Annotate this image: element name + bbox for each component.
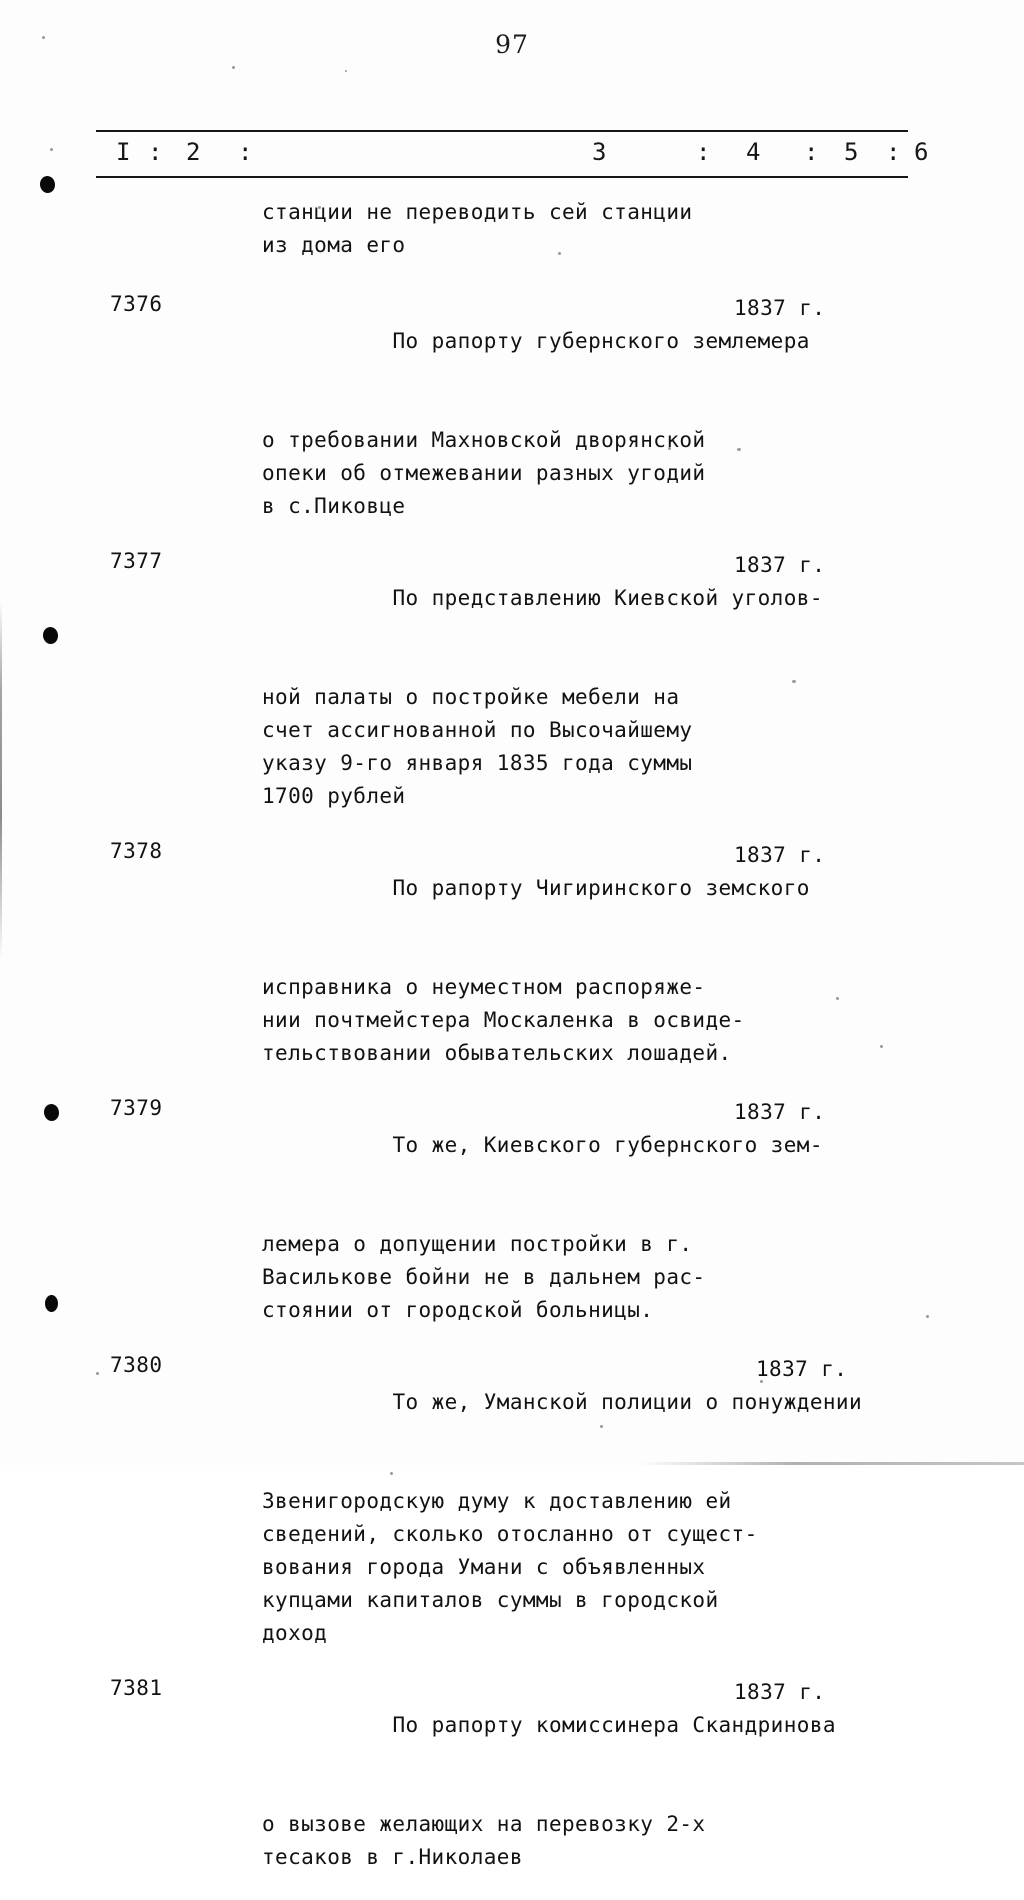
entry-line: Звенигородскую думу к доставлению ей bbox=[262, 1489, 732, 1513]
column-header-block bbox=[96, 130, 929, 178]
header-rule-bottom bbox=[96, 176, 908, 178]
scan-speck bbox=[345, 70, 347, 72]
column-separator: : bbox=[804, 138, 819, 166]
entry-text bbox=[262, 1353, 962, 1650]
entry-line-text: По рапорту комиссинера Скандринова bbox=[392, 1713, 836, 1737]
column-header-5: 5 bbox=[844, 138, 859, 166]
entry-year: 1837 г. bbox=[734, 1680, 826, 1704]
entry-line: станции не переводить сей станции bbox=[262, 200, 693, 224]
entry-line: тесаков в г.Николаев bbox=[262, 1845, 523, 1869]
entry-line-text: То же, Киевского губернского зем- bbox=[392, 1133, 823, 1157]
entry-text bbox=[262, 1096, 962, 1327]
column-separator: : bbox=[886, 138, 901, 166]
entry-year: 1837 г. bbox=[734, 843, 826, 867]
entry-line-text: По представлению Киевской уголов- bbox=[392, 586, 823, 610]
entry-line-text: По рапорту Чигиринского земского bbox=[392, 876, 810, 900]
page-number: 97 bbox=[495, 30, 529, 59]
entry-line: нии почтмейстера Москаленка в освиде- bbox=[262, 1008, 745, 1032]
entry-line bbox=[262, 1676, 962, 1808]
column-header-1: I bbox=[116, 138, 131, 166]
entry-text bbox=[262, 839, 962, 1070]
continuation-entry bbox=[0, 196, 1024, 262]
entry-line: доход bbox=[262, 1621, 328, 1645]
entry-line: о вызове желающих на перевозку 2-х bbox=[262, 1812, 706, 1836]
entry-line: стоянии от городской больницы. bbox=[262, 1298, 654, 1322]
entry-year: 1837 г. bbox=[734, 1100, 826, 1124]
column-header-6: 6 bbox=[914, 138, 929, 166]
entry-line bbox=[262, 292, 962, 424]
entry-line: купцами капиталов суммы в городской bbox=[262, 1588, 719, 1612]
entry-line bbox=[262, 839, 962, 971]
binding-punch-mark bbox=[39, 175, 56, 194]
entry-line: исправника о неуместном распоряже- bbox=[262, 975, 706, 999]
column-separator: : bbox=[238, 138, 253, 166]
entry-line-text: То же, Уманской полиции о понуждении bbox=[392, 1390, 862, 1414]
entry-number: 7381 bbox=[110, 1676, 163, 1700]
entry-text bbox=[262, 196, 962, 262]
column-separator: : bbox=[148, 138, 163, 166]
scan-speck bbox=[50, 148, 53, 151]
entry-year: 1837 г. bbox=[734, 553, 826, 577]
entry-year: 1837 г. bbox=[756, 1357, 848, 1381]
entry-line: счет ассигнованной по Высочайшему bbox=[262, 718, 693, 742]
entry-line: тельствовании обывательских лошадей. bbox=[262, 1041, 732, 1065]
entry-number: 7376 bbox=[110, 292, 163, 316]
entry-7380 bbox=[0, 1353, 1024, 1650]
entry-number: 7379 bbox=[110, 1096, 163, 1120]
column-separator: : bbox=[696, 138, 711, 166]
entry-text bbox=[262, 549, 962, 813]
entry-line: сведений, сколько отосланно от сущест- bbox=[262, 1522, 758, 1546]
entry-text bbox=[262, 292, 962, 523]
entry-7381 bbox=[0, 1676, 1024, 1874]
column-header-4: 4 bbox=[746, 138, 761, 166]
entry-7377 bbox=[0, 549, 1024, 813]
entry-line: 1700 рублей bbox=[262, 784, 406, 808]
entry-line: в с.Пиковце bbox=[262, 494, 406, 518]
entry-list bbox=[0, 196, 1024, 1900]
entry-line: из дома его bbox=[262, 233, 406, 257]
entry-line-text: По рапорту губернского землемера bbox=[392, 329, 810, 353]
entry-line: указу 9-го января 1835 года суммы bbox=[262, 751, 693, 775]
column-header-3: 3 bbox=[592, 138, 607, 166]
scan-speck bbox=[232, 66, 235, 69]
entry-line: опеки об отмежевании разных угодий bbox=[262, 461, 706, 485]
entry-line: Василькове бойни не в дальнем рас- bbox=[262, 1265, 706, 1289]
entry-line bbox=[262, 549, 962, 681]
entry-7379 bbox=[0, 1096, 1024, 1327]
entry-line: ной палаты о постройке мебели на bbox=[262, 685, 680, 709]
entry-number: 7377 bbox=[110, 549, 163, 573]
entry-line: лемера о допущении постройки в г. bbox=[262, 1232, 693, 1256]
entry-7378 bbox=[0, 839, 1024, 1070]
entry-7376 bbox=[0, 292, 1024, 523]
column-header-2: 2 bbox=[186, 138, 201, 166]
entry-text bbox=[262, 1676, 962, 1874]
entry-number: 7378 bbox=[110, 839, 163, 863]
entry-line: о требовании Махновской дворянской bbox=[262, 428, 706, 452]
entry-line bbox=[262, 1096, 962, 1228]
entry-number: 7380 bbox=[110, 1353, 163, 1377]
entry-year: 1837 г. bbox=[734, 296, 826, 320]
entry-line bbox=[262, 1353, 962, 1485]
column-header-row bbox=[96, 132, 929, 176]
entry-line: вования города Умани с объявленных bbox=[262, 1555, 706, 1579]
